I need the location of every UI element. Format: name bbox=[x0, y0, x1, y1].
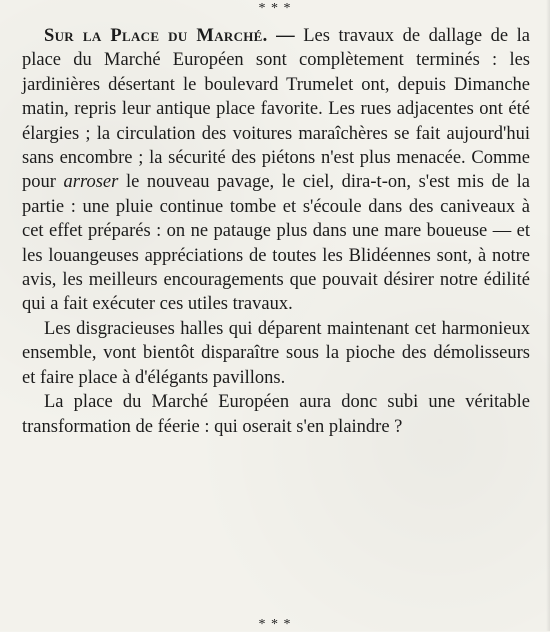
page-edge-shadow bbox=[546, 0, 550, 631]
asterism-ornament-top: * * * bbox=[258, 1, 292, 16]
article-column bbox=[22, 24, 530, 439]
article-paragraph-2: Les disgracieuses halles qui déparent maintenant cet harmonieux ensemble, vont bientôt disparaître sous la pioche des démolisseurs et faire place à d'élégants pavillons. bbox=[22, 318, 530, 388]
paragraph-1-text-b: le nouveau pavage, le ciel, dira-t-on, s'est mis de la partie : une pluie continue tombe et s'écoule dans des caniveaux à cet effet préparés : on ne patauge plus dans une mare boueuse — et les louangeuses appréciations de toutes les Blidéennes sont, à notre avis, les meilleurs encouragements que pouvait désirer notre édilité qui a fait exécuter ces utiles travaux. bbox=[22, 172, 530, 315]
paragraph-1-emphasis: arroser bbox=[63, 172, 119, 193]
article-paragraph-1 bbox=[22, 24, 530, 317]
article-headline: Sur la Place du Marché. bbox=[44, 26, 268, 46]
headline-dash: — bbox=[267, 26, 304, 46]
paragraph-1-text-a: Les travaux de dallage de la place du Marché Européen sont complètement terminés : les jardinières désertant le boulevard Trumelet ont, depuis Dimanche matin, repris leur antique place favorite. Les rues adjacentes ont été élargies ; la circulation des voitures maraîchères se fait aujourd'hui sans encombre ; la sécurité des piétons n'est plus menacée. Comme pour bbox=[22, 26, 530, 193]
article-paragraph-3: La place du Marché Européen aura donc subi une véritable transformation de féerie : qui oserait s'en plaindre ? bbox=[22, 392, 530, 437]
asterism-ornament-bottom: * * * bbox=[258, 617, 292, 632]
